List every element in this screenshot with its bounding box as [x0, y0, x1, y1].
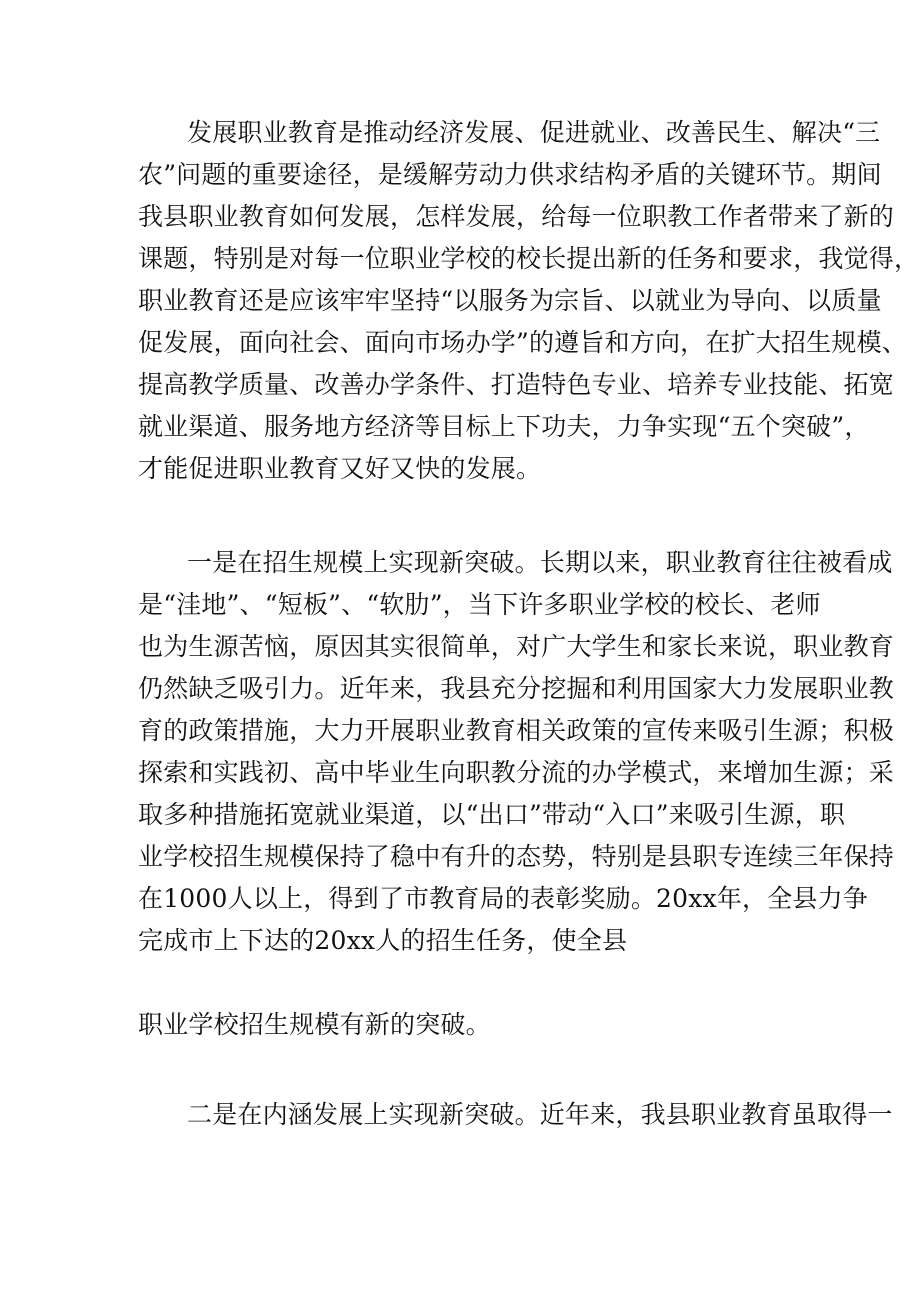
text-line: 一是在招生规模上实现新突破。长期以来，职业教育往往被看成: [187, 548, 893, 577]
text-line: 提高教学质量、改善办学条件、打造特色专业、培养专业技能、拓宽: [138, 370, 895, 399]
text-line: 才能促进职业教育又好又快的发展。: [138, 454, 542, 483]
text-line: 探索和实践初、高中毕业生向职教分流的办学模式，来增加生源；采: [138, 758, 895, 787]
text-line: 职业教育还是应该牢牢坚持“以服务为宗旨、以就业为导向、以质量: [138, 286, 882, 315]
text-line: 育的政策措施，大力开展职业教育相关政策的宣传来吸引生源；积极: [138, 716, 895, 745]
text-line: 农”问题的重要途径，是缓解劳动力供求结构矛盾的关键环节。期间: [138, 160, 882, 189]
text-line: 就业渠道、服务地方经济等目标上下功夫，力争实现“五个突破”，: [138, 412, 870, 441]
text-line: 职业学校招生规模有新的突破。: [138, 1010, 491, 1039]
text-line: 是“洼地”、“短板”、“软肋”，当下许多职业学校的校长、老师: [138, 590, 821, 619]
text-line: 促发展，面向社会、面向市场办学”的遵旨和方向，在扩大招生规模、: [138, 328, 907, 357]
text-line: 在1000人以上，得到了市教育局的表彰奖励。20xx年，全县力争: [138, 884, 869, 913]
text-line: 完成市上下达的20xx人的招生任务，使全县: [138, 926, 628, 955]
text-line: 课题，特别是对每一位职业学校的校长提出新的任务和要求，我觉得，: [138, 244, 920, 273]
text-line: 仍然缺乏吸引力。近年来，我县充分挖掘和利用国家大力发展职业教: [138, 674, 895, 703]
text-line: 二是在内涵发展上实现新突破。近年来，我县职业教育虽取得一: [187, 1100, 893, 1129]
text-line: 我县职业教育如何发展，怎样发展，给每一位职教工作者带来了新的: [138, 202, 895, 231]
text-line: 取多种措施拓宽就业渠道，以“出口”带动“入口”来吸引生源，职: [138, 800, 846, 829]
text-line: 也为生源苦恼，原因其实很简单，对广大学生和家长来说，职业教育: [138, 632, 895, 661]
text-line: 业学校招生规模保持了稳中有升的态势，特别是县职专连续三年保持: [138, 842, 895, 871]
text-line: 发展职业教育是推动经济发展、促进就业、改善民生、解决“三: [187, 118, 881, 147]
